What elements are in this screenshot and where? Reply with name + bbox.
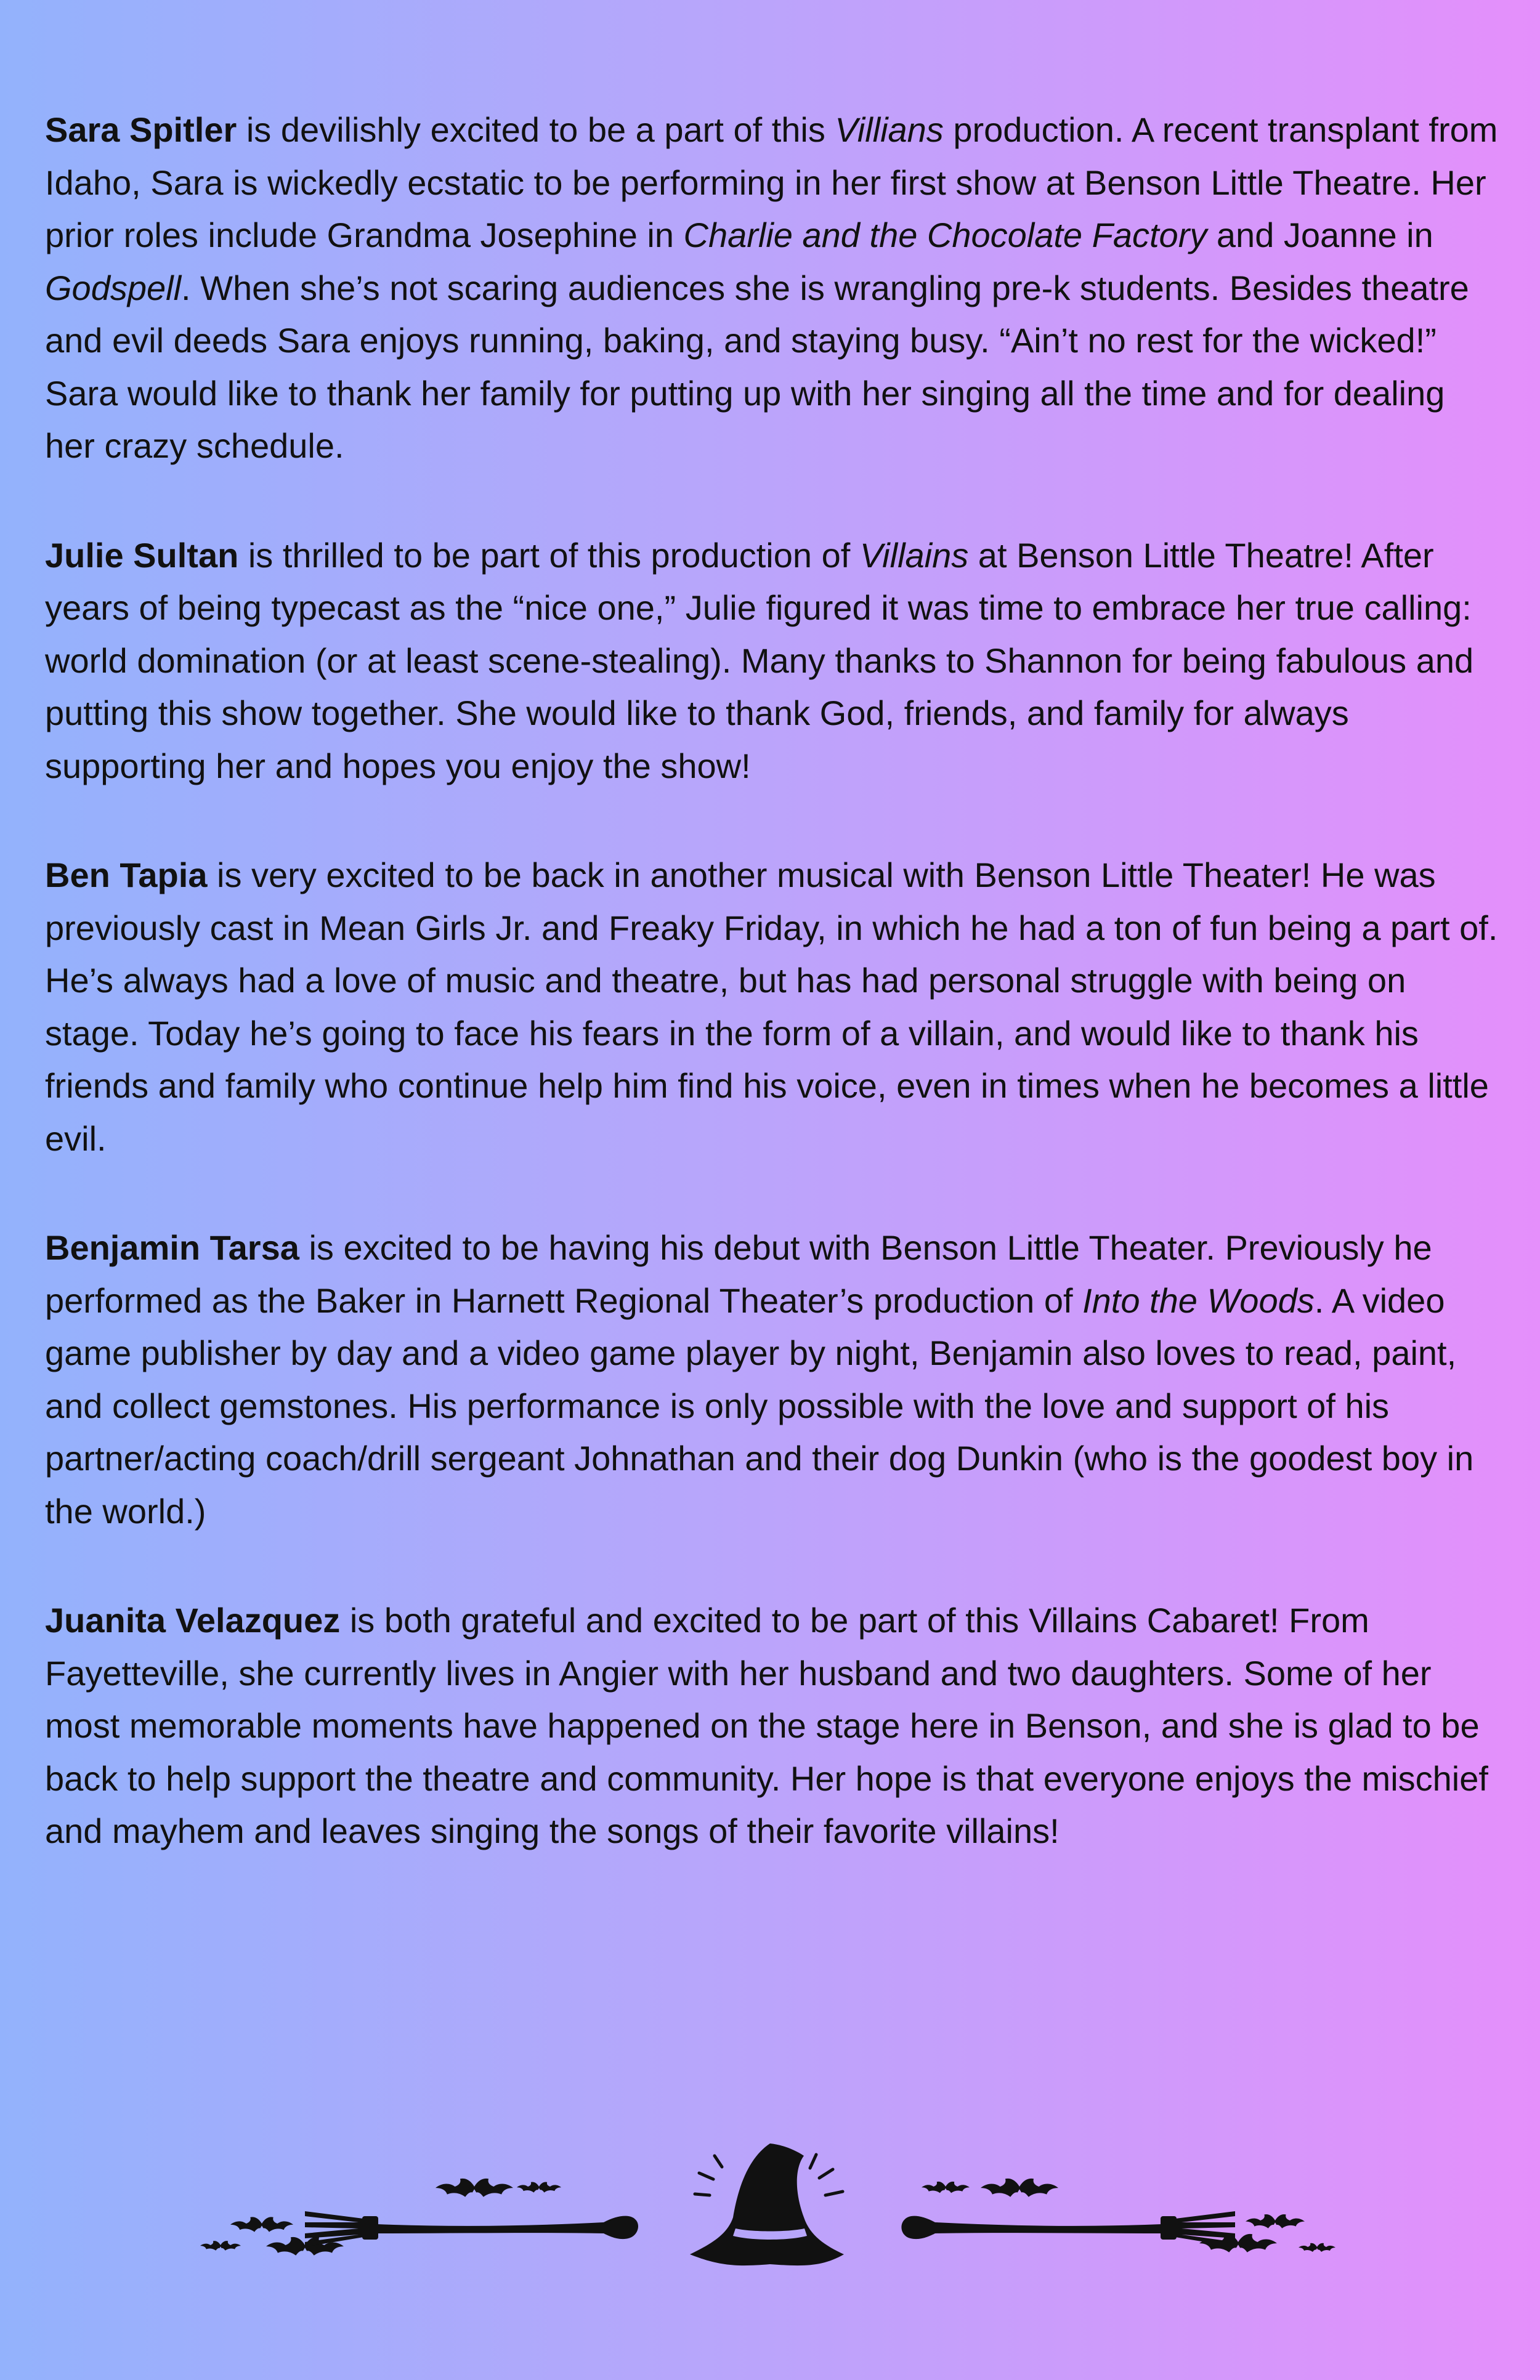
bio-text: is both grateful and excited to be part of this Villains Cabaret! From Fayetteville, she currently lives in Angier with her husband and two daughters. Some of her most memorable moments have happened on the stage here in Benson, and she is glad to be back to help support the theatre and community. Her hope is that everyone enjoys the mischief and mayhem and leaves singing the songs of their favorite villains! [45, 1601, 1488, 1850]
bio-text: . When she’s not scaring audiences she is wrangling pre-k students. Besides theatre and evil deeds Sara enjoys running, baking, and staying busy. “Ain’t no rest for the wicked!” Sara would like to thank her family for putting up with her singing all the time and for dealing her crazy schedule. [45, 268, 1469, 465]
bio-paragraph [45, 849, 1499, 1165]
bio-text: is thrilled to be part of this production of [238, 535, 860, 575]
bat-icon [1299, 2243, 1335, 2252]
bio-text: is devilishly excited to be a part of this [237, 110, 835, 149]
broomstick-icon [305, 2211, 638, 2247]
bat-icon [436, 2179, 513, 2197]
bat-icon [981, 2179, 1058, 2197]
bio-text: production. A recent transplant from Idaho, Sara is wickedly ecstatic to be performing in her first show at Benson Little Theatre. Her prior roles include Grandma Josephine in [45, 110, 1498, 254]
bat-icon [517, 2182, 561, 2193]
show-title: Godspell [45, 268, 182, 307]
bat-icon [230, 2217, 293, 2232]
bat-icon [1199, 2234, 1277, 2252]
show-title: Into the Woods [1082, 1281, 1315, 1320]
performer-name: Ben Tapia [45, 856, 208, 894]
bat-icon [922, 2182, 970, 2193]
bios-section [45, 103, 1499, 1914]
witch-hat-icon [690, 2143, 844, 2265]
performer-name: Sara Spitler [45, 110, 237, 149]
bio-text: at Benson Little Theatre! After years of being typecast as the “nice one,” Julie figured it was time to embrace her true calling: world domination (or at least scene-stealing). Many thanks to Shannon for being fabulous and putting this show together. She would like to thank God, friends, and family for always supporting her and hopes you enjoy the show! [45, 535, 1474, 785]
performer-name: Benjamin Tarsa [45, 1228, 299, 1267]
bio-text: and Joanne in [1207, 216, 1433, 254]
bio-text: is very excited to be back in another musical with Benson Little Theater! He was previously cast in Mean Girls Jr. and Freaky Friday, in which he had a ton of fun being a part of. He’s always had a love of music and theatre, but has had personal struggle with being on stage. Today he’s going to face his fears in the form of a villain, and would like to thank his friends and family who continue help him find his voice, even in times when he becomes a little evil. [45, 856, 1498, 1158]
bat-icon [1246, 2214, 1305, 2228]
bio-paragraph [45, 1221, 1499, 1537]
divider-graphic [197, 2143, 1343, 2297]
performer-name: Julie Sultan [45, 535, 239, 575]
show-title: Villains [859, 535, 969, 575]
bat-icon [200, 2241, 241, 2251]
show-title: Charlie and the Chocolate Factory [683, 216, 1207, 254]
bio-text: is excited to be having his debut with Benson Little Theater. Previously he performed as the Baker in Harnett Regional Theater’s production of [45, 1228, 1432, 1320]
witch-broom-divider [197, 2143, 1343, 2297]
bio-paragraph [45, 529, 1499, 793]
bio-text: . A video game publisher by day and a video game player by night, Benjamin also loves to read, paint, and collect gemstones. His performance is only possible with the love and support of his partner/acting coach/drill sergeant Johnathan and their dog Dunkin (who is the goodest boy in the world.) [45, 1281, 1474, 1531]
bio-paragraph [45, 103, 1499, 472]
show-title: Villians [835, 110, 944, 149]
bio-paragraph [45, 1594, 1499, 1858]
performer-name: Juanita Velazquez [45, 1601, 341, 1640]
broomstick-icon [901, 2211, 1235, 2247]
